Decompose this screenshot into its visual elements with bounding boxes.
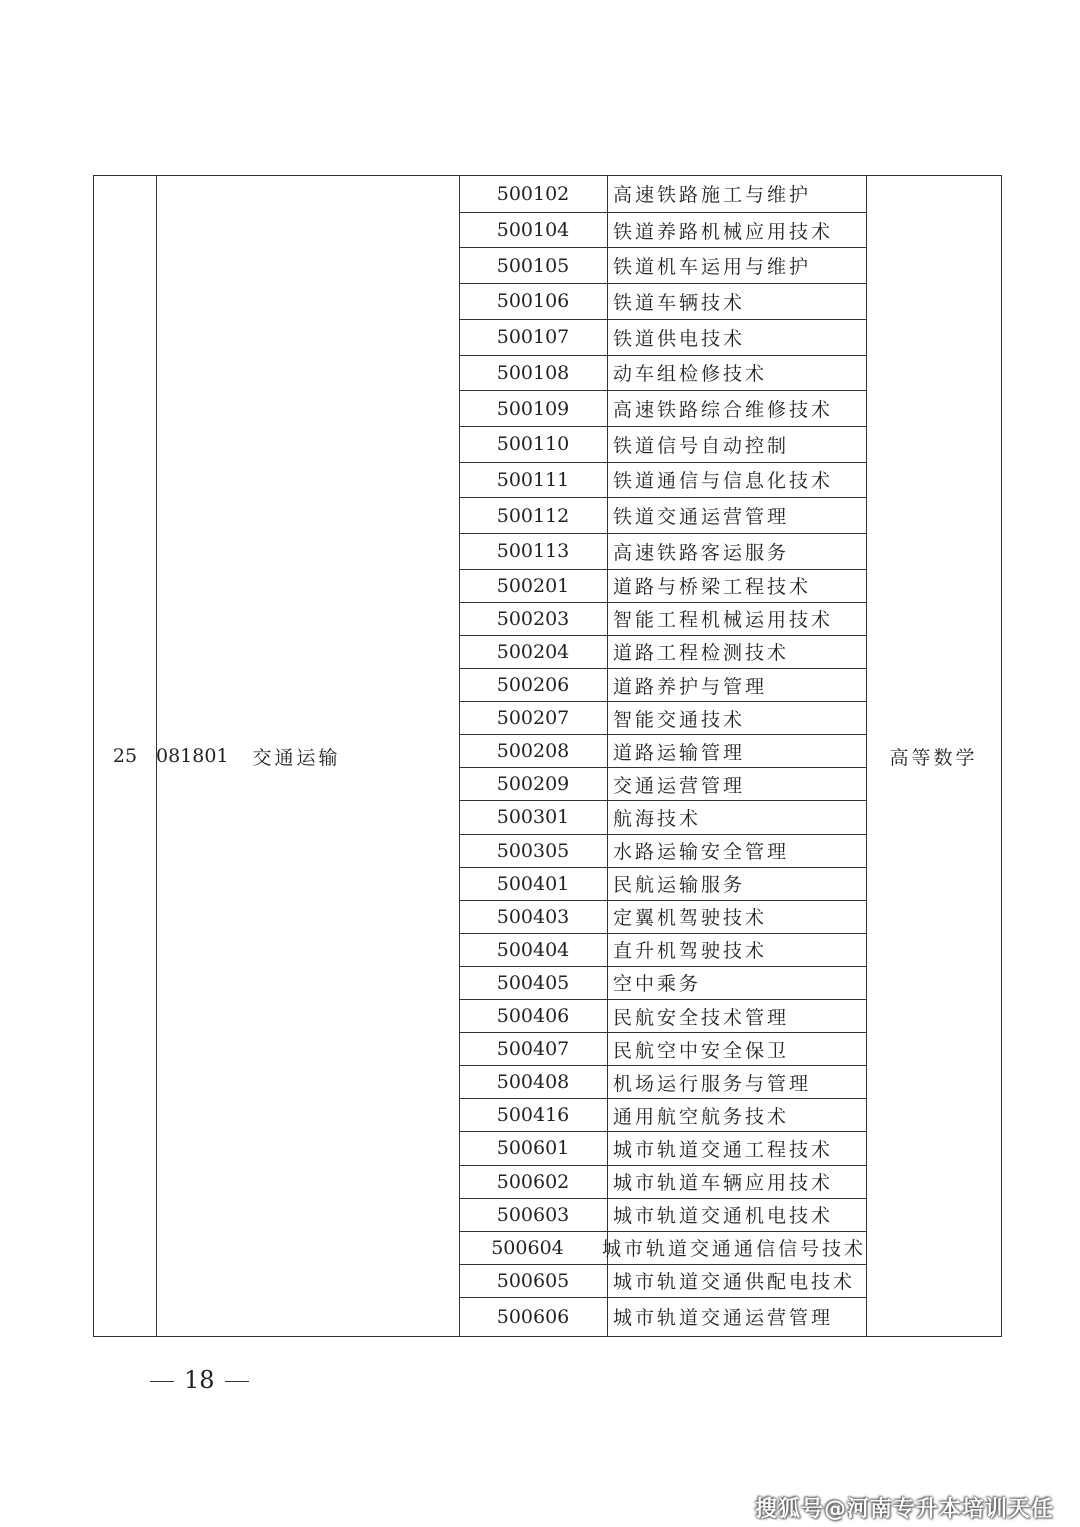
vocational-major-name: 道路运输管理 [613,741,746,764]
vocational-major-name: 动车组检修技术 [613,363,768,386]
vocational-major-name: 水路运输安全管理 [613,841,790,864]
table-row [459,834,866,867]
vocational-major-code: 500104 [496,219,570,242]
vocational-major-name: 铁道养路机械应用技术 [613,220,834,243]
vocational-major-code: 500113 [496,540,570,563]
vocational-major-code: 500601 [496,1137,570,1160]
table-row [459,1198,866,1231]
table-row [459,283,866,319]
vocational-major-code: 500408 [496,1071,570,1094]
table-row [459,497,866,533]
vocational-major-code: 500407 [496,1038,570,1061]
vocational-major-name: 民航运输服务 [613,874,746,897]
table-row [459,1032,866,1065]
table-row [459,800,866,833]
vocational-major-code: 500106 [496,290,570,313]
vocational-major-list [459,176,866,1336]
table-row [459,734,866,767]
vocational-major-name: 定翼机驾驶技术 [613,907,768,930]
vocational-major-code: 500204 [496,640,570,663]
vocational-major-code: 500602 [496,1170,570,1193]
vocational-major-name: 机场运行服务与管理 [613,1072,812,1095]
vocational-major-name: 交通运营管理 [613,774,746,797]
table-row [459,247,866,283]
undergrad-major-code: 081801 [156,745,229,767]
watermark: 搜狐号@河南专升本培训天任 [754,1497,1054,1522]
major-table [93,175,1002,1337]
undergrad-major-cell [156,176,459,1336]
vocational-major-name: 城市轨道交通通信信号技术 [601,1238,866,1261]
vocational-major-name: 铁道机车运用与维护 [613,256,812,279]
table-row [459,668,866,701]
exam-subject: 高等数学 [889,746,978,769]
vocational-major-name: 铁道交通运营管理 [613,506,790,529]
table-row [459,1131,866,1164]
dash-right [225,1381,249,1382]
vocational-major-name: 城市轨道车辆应用技术 [613,1172,834,1195]
table-row [459,390,866,426]
vocational-major-code: 500111 [496,468,570,491]
vocational-major-code: 500604 [491,1236,564,1259]
page-number-text: 18 [184,1366,215,1394]
table-row [459,355,866,391]
vocational-major-code: 500207 [496,707,570,730]
vocational-major-code: 500606 [496,1305,570,1328]
vocational-major-code: 500110 [496,433,570,456]
table-row [459,1065,866,1098]
table-row [459,1264,866,1297]
table-row [459,1165,866,1198]
vocational-major-name: 铁道信号自动控制 [613,434,790,457]
vocational-major-name: 铁道供电技术 [613,327,746,350]
vocational-major-name: 道路养护与管理 [613,675,768,698]
table-row [459,319,866,355]
vocational-major-name: 直升机驾驶技术 [613,940,768,963]
vocational-major-name: 高速铁路综合维修技术 [613,399,834,422]
undergrad-major-name: 交通运输 [252,746,341,769]
vocational-major-code: 500206 [496,674,570,697]
vocational-major-code: 500112 [496,504,570,527]
table-row [459,569,866,602]
vocational-major-code: 500406 [496,1005,570,1028]
vocational-major-code: 500108 [496,361,570,384]
vocational-major-name: 民航安全技术管理 [613,1006,790,1029]
vocational-major-name: 道路工程检测技术 [613,642,790,665]
table-row [459,533,866,569]
table-row [459,966,866,999]
table-row [459,701,866,734]
vocational-major-name: 铁道通信与信息化技术 [613,470,834,493]
table-row [459,462,866,498]
table-row [459,602,866,635]
vocational-major-code: 500305 [496,839,570,862]
vocational-major-name: 城市轨道交通供配电技术 [613,1271,856,1294]
table-row [459,635,866,668]
vocational-major-name: 城市轨道交通机电技术 [613,1205,834,1228]
vocational-major-code: 500401 [496,872,570,895]
table-row [459,933,866,966]
table-row [459,867,866,900]
vocational-major-code: 500603 [496,1203,570,1226]
vocational-major-name: 空中乘务 [613,973,702,996]
vocational-major-name: 城市轨道交通运营管理 [613,1307,834,1330]
table-row [459,900,866,933]
vocational-major-code: 500109 [496,397,570,420]
vocational-major-name: 通用航空航务技术 [613,1105,790,1128]
vocational-major-code: 500107 [496,326,570,349]
table-row [459,426,866,462]
vocational-major-code: 500201 [496,574,570,597]
table-row [459,1231,866,1264]
vocational-major-code: 500404 [496,938,570,961]
table-row [459,1098,866,1131]
vocational-major-code: 500203 [496,607,570,630]
vocational-major-code: 500102 [496,182,570,205]
vocational-major-code: 500301 [496,806,570,829]
vocational-major-name: 城市轨道交通工程技术 [613,1138,834,1161]
vocational-major-name: 高速铁路施工与维护 [613,184,812,207]
page-number [140,1366,259,1394]
vocational-major-code: 500208 [496,740,570,763]
vocational-major-code: 500416 [496,1104,570,1127]
table-row [459,212,866,248]
vocational-major-code: 500403 [496,905,570,928]
vocational-major-code: 500209 [496,773,570,796]
vocational-major-name: 智能交通技术 [613,708,746,731]
vocational-major-code: 500605 [496,1269,570,1292]
dash-left [150,1381,174,1382]
vocational-major-name: 民航空中安全保卫 [613,1039,790,1062]
vocational-major-code: 500405 [496,971,570,994]
vocational-major-name: 航海技术 [613,807,702,830]
vocational-major-name: 高速铁路客运服务 [613,541,790,564]
vocational-major-name: 铁道车辆技术 [613,291,746,314]
sequence-number: 25 [112,745,138,767]
table-row [459,767,866,800]
vocational-major-name: 智能工程机械运用技术 [613,609,834,632]
table-row [459,999,866,1032]
vocational-major-code: 500105 [496,254,570,277]
table-row [459,176,866,212]
vocational-major-name: 道路与桥梁工程技术 [613,576,812,599]
table-row [459,1297,866,1336]
